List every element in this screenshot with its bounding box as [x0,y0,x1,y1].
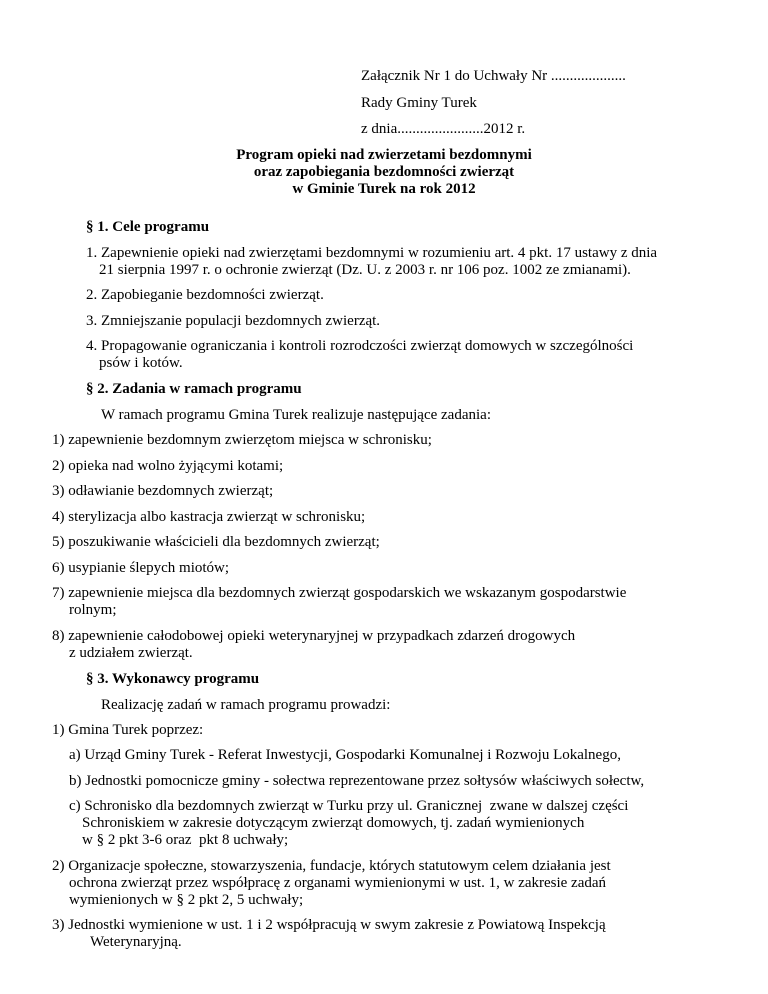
task-7-line-2: rolnym; [69,602,117,618]
executor-2-line-3: wymienionych w § 2 pkt 2, 5 uchwały; [69,892,304,908]
section-3-intro: Realizację zadań w ramach programu prowadzi: [101,697,391,713]
executor-3-line-1: 3) Jednostki wymienione w ust. 1 i 2 współpracują w swym zakresie z Powiatową Inspekcją [52,917,606,933]
task-2: 2) opieka nad wolno żyjącymi kotami; [52,458,284,474]
task-3: 3) odławianie bezdomnych zwierząt; [52,483,274,499]
document-title-line-1: Program opieki nad zwierzetami bezdomnymi [236,147,532,163]
attachment-line: Załącznik Nr 1 do Uchwały Nr .................... [361,68,626,84]
section-2-heading: § 2. Zadania w ramach programu [86,381,302,397]
task-7-line-1: 7) zapewnienie miejsca dla bezdomnych zwierząt gospodarskich we wskazanym gospodarstwie [52,585,627,601]
executor-1c-line-3: w § 2 pkt 3-6 oraz pkt 8 uchwały; [82,832,289,848]
executor-1c-line-1: c) Schronisko dla bezdomnych zwierząt w Turku przy ul. Granicznej zwane w dalszej części [69,798,629,814]
task-8-line-1: 8) zapewnienie całodobowej opieki weterynaryjnej w przypadkach zdarzeń drogowych [52,628,576,644]
section-3-heading: § 3. Wykonawcy programu [86,671,260,687]
document-title-line-2: oraz zapobiegania bezdomności zwierząt [253,164,515,180]
goal-2: 2. Zapobieganie bezdomności zwierząt. [86,287,324,303]
goal-1-line-1: 1. Zapewnienie opieki nad zwierzętami bezdomnymi w rozumieniu art. 4 pkt. 17 ustawy z dnia [86,245,658,261]
executor-1c-line-2: Schroniskiem w zakresie dotyczącym zwierząt domowych, tj. zadań wymienionych [82,815,585,831]
date-line: z dnia.......................2012 r. [361,121,526,137]
task-1: 1) zapewnienie bezdomnym zwierzętom miejsca w schronisku; [52,432,432,448]
executor-1a: a) Urząd Gminy Turek - Referat Inwestycji, Gospodarki Komunalnej i Rozwoju Lokalnego, [69,747,621,763]
task-6: 6) usypianie ślepych miotów; [52,560,230,576]
executor-2-line-2: ochrona zwierząt przez współpracę z organami wymienionymi w ust. 1, w zakresie zadań [69,875,607,891]
section-1-heading: § 1. Cele programu [86,219,210,235]
goal-3: 3. Zmniejszanie populacji bezdomnych zwierząt. [86,313,381,329]
council-line: Rady Gminy Turek [361,95,477,111]
document-title-line-3: w Gminie Turek na rok 2012 [292,181,476,197]
executor-1b: b) Jednostki pomocnicze gminy - sołectwa reprezentowane przez sołtysów właściwych sołectw, [69,773,645,789]
goal-1-line-2: 21 sierpnia 1997 r. o ochronie zwierząt (Dz. U. z 2003 r. nr 106 poz. 1002 ze zmianami). [99,262,631,278]
executor-3-line-2: Weterynaryjną. [90,934,182,950]
task-8-line-2: z udziałem zwierząt. [69,645,193,661]
goal-4-line-1: 4. Propagowanie ograniczania i kontroli rozrodczości zwierząt domowych w szczególności [86,338,634,354]
executor-1: 1) Gmina Turek poprzez: [52,722,204,738]
executor-2-line-1: 2) Organizacje społeczne, stowarzyszenia, fundacje, których statutowym celem działania jest [52,858,611,874]
task-4: 4) sterylizacja albo kastracja zwierząt w schronisku; [52,509,366,525]
goal-4-line-2: psów i kotów. [99,355,183,371]
section-2-intro: W ramach programu Gmina Turek realizuje następujące zadania: [101,407,491,423]
task-5: 5) poszukiwanie właścicieli dla bezdomnych zwierząt; [52,534,380,550]
